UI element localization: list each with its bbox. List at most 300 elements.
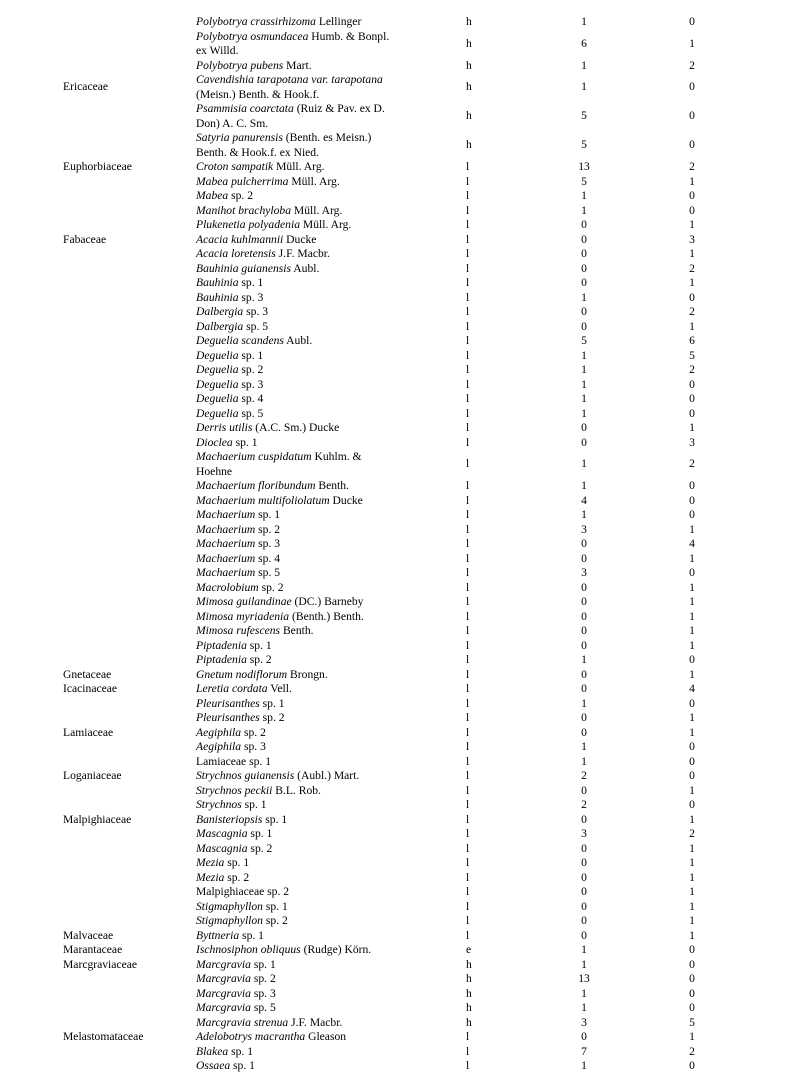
table-row [0,218,792,233]
table-row [0,291,792,306]
count-1: 0 [581,885,587,898]
genus: Strychnos [196,769,242,782]
genus: Mimosa [196,595,234,608]
genus: Psammisia [196,102,247,115]
author: (Ruiz & Pav. ex D. Don) A. C. Sm. [196,102,385,130]
count-2: 1 [689,856,695,869]
table-row [0,827,792,842]
count-2: 0 [689,957,695,971]
species-name [196,871,396,886]
table-row [0,871,792,886]
family-name: Loganiaceae [63,769,122,782]
author: Vell. [267,682,292,695]
table-row [0,682,792,697]
family-name: Icacinaceae [63,682,118,695]
author: sp. 1 [230,1059,255,1072]
genus: Mezia [196,870,225,884]
species-name [196,813,396,828]
epithet: scandens [238,334,284,347]
species-name [196,769,396,784]
genus: Acacia [196,247,229,260]
genus: Banisteriopsis [196,812,263,826]
habit-code: l [466,624,470,637]
species-name [196,885,396,900]
author: Malpighiaceae sp. 2 [196,885,290,898]
habit-code: l [466,276,470,289]
count-1: 1 [581,377,587,391]
genus: Deguelia [196,377,239,391]
count-2: 1 [689,580,695,594]
genus: Machaerium [196,551,256,565]
habit-code: l [466,435,470,449]
count-1: 0 [581,1030,587,1043]
author: sp. 2 [246,653,272,666]
count-1: 13 [578,972,590,985]
table-row [0,102,792,131]
epithet: osmundacea [247,29,309,43]
count-1: 0 [581,682,587,695]
genus: Ischnosiphon [196,943,258,956]
count-2: 5 [689,1015,695,1029]
count-1: 1 [581,754,587,768]
table-row [0,537,792,552]
habit-code: l [466,841,470,855]
author: sp. 1 [246,638,272,652]
count-1: 5 [581,138,587,152]
count-1: 1 [581,740,587,753]
count-1: 1 [581,986,587,1000]
genus: Mabea [196,189,229,202]
count-1: 0 [581,261,587,275]
table-row [0,842,792,857]
genus: Piptadenia [196,653,247,666]
count-2: 1 [689,624,695,637]
habit-code: l [466,232,470,246]
count-1: 0 [581,711,587,724]
epithet: panurensis [229,131,283,144]
table-row [0,407,792,422]
count-1: 0 [581,841,587,855]
count-2: 3 [689,232,695,246]
author: sp. 1 [238,276,264,289]
count-1: 0 [581,319,587,333]
author: sp. 1 [255,508,281,521]
count-2: 0 [689,740,695,753]
count-2: 1 [689,783,695,797]
author: sp. 2 [262,914,288,927]
count-2: 1 [689,174,695,188]
table-row [0,697,792,712]
table-row [0,987,792,1002]
genus: Mascagnia [196,827,248,840]
habit-code: l [466,566,470,579]
table-row [0,711,792,726]
table-row [0,914,792,929]
habit-code: h [466,957,472,971]
habit-code: l [466,725,470,739]
genus: Acacia [196,232,229,246]
count-1: 0 [581,609,587,623]
count-2: 2 [689,261,695,275]
species-name [196,972,396,987]
count-2: 2 [689,305,695,318]
table-row [0,378,792,393]
genus: Polybotrya [196,15,248,28]
habit-code: h [466,58,472,72]
count-1: 3 [581,566,587,579]
count-1: 5 [581,109,587,123]
species-name [196,784,396,799]
count-2: 0 [689,109,695,123]
epithet: multifoliolatum [255,493,330,507]
count-1: 0 [581,305,587,318]
count-1: 0 [581,537,587,550]
author: sp. 1 [224,856,250,869]
species-name [196,929,396,944]
genus: Gnetum [196,667,233,681]
genus: Manihot [196,203,236,217]
genus: Strychnos [196,783,242,797]
table-row [0,392,792,407]
table-row [0,885,792,900]
count-2: 2 [689,457,695,471]
genus: Pleurisanthes [196,711,260,724]
table-row [0,73,792,102]
count-1: 1 [581,363,587,376]
species-name [196,639,396,654]
family-name: Fabaceae [63,232,107,246]
table-row [0,726,792,741]
table-row [0,552,792,567]
count-2: 6 [689,334,695,347]
table-row [0,523,792,538]
family-name: Lamiaceae [63,725,114,739]
epithet: brachyloba [235,203,292,217]
author: sp. 5 [255,566,281,579]
species-table [0,15,792,1074]
genus: Deguelia [196,348,239,362]
table-row [0,436,792,451]
count-2: 0 [689,566,695,579]
table-row [0,508,792,523]
habit-code: l [466,261,470,275]
count-2: 1 [689,218,695,231]
genus: Machaerium [196,479,256,492]
count-2: 0 [689,508,695,521]
habit-code: h [466,1001,472,1014]
count-1: 2 [581,769,587,782]
genus: Dalbergia [196,319,244,333]
table-row [0,15,792,30]
author: sp. 5 [243,319,269,333]
table-row [0,320,792,335]
count-2: 2 [689,160,695,173]
epithet: kuhlmannii [228,232,284,246]
genus: Deguelia [196,392,239,405]
count-1: 6 [581,36,587,50]
habit-code: l [466,363,470,376]
author: sp. 2 [224,870,250,884]
table-row [0,1016,792,1031]
author: sp. 2 [250,972,276,985]
genus: Machaerium [196,566,256,579]
count-1: 1 [581,1001,587,1014]
count-2: 2 [689,827,695,840]
epithet: guilandinae [233,595,292,608]
author: Ducke [329,493,363,507]
author: sp. 1 [262,812,288,826]
table-row [0,175,792,190]
table-row [0,581,792,596]
table-row [0,929,792,944]
count-1: 0 [581,595,587,608]
habit-code: l [466,189,470,202]
genus: Stigmaphyllon [196,899,263,913]
author: sp. 1 [239,928,264,942]
count-1: 1 [581,203,587,217]
species-name [196,320,396,335]
habit-code: l [466,457,470,471]
genus: Marcgravia [196,1001,251,1014]
author: J.F. Macbr. [288,1015,343,1029]
species-name [196,552,396,567]
species-name [196,479,396,494]
genus: Marcgravia [196,986,251,1000]
count-1: 1 [581,943,587,956]
habit-code: l [466,769,470,782]
count-2: 2 [689,363,695,376]
genus: Mimosa [196,624,234,637]
genus: Deguelia [196,363,239,376]
epithet: utilis [226,421,253,434]
count-1: 0 [581,624,587,637]
count-2: 0 [689,377,695,391]
count-1: 1 [581,957,587,971]
table-row [0,755,792,770]
habit-code: l [466,174,470,188]
epithet: cordata [229,682,268,695]
count-1: 7 [581,1044,587,1058]
table-row [0,233,792,248]
epithet: myriadenia [233,609,290,623]
author: Benth. [315,479,349,492]
genus: Dioclea [196,435,233,449]
family-name: Melastomataceae [63,1030,144,1043]
count-2: 1 [689,421,695,434]
habit-code: l [466,711,470,724]
table-row [0,769,792,784]
habit-code: e [466,943,472,956]
epithet: floribundum [255,479,316,492]
genus: Machaerium [196,508,256,521]
family-name: Malvaceae [63,928,114,942]
author: sp. 3 [250,986,276,1000]
count-1: 1 [581,457,587,471]
epithet: nodiflorum [232,667,288,681]
genus: Piptadenia [196,638,247,652]
count-1: 0 [581,783,587,797]
species-name [196,160,396,175]
count-1: 3 [581,827,587,840]
count-1: 1 [581,1059,587,1072]
species-name [196,900,396,915]
count-1: 1 [581,189,587,202]
count-2: 0 [689,986,695,1000]
habit-code: l [466,827,470,840]
table-row [0,334,792,349]
count-2: 1 [689,928,695,942]
species-name [196,711,396,726]
table-row [0,349,792,364]
count-2: 1 [689,276,695,289]
genus: Mascagnia [196,841,248,855]
species-name [196,175,396,190]
author: sp. 5 [250,1001,276,1014]
habit-code: l [466,508,470,521]
table-row [0,30,792,59]
table-row [0,566,792,581]
author: sp. 5 [238,406,264,420]
habit-code: l [466,812,470,826]
table-row [0,798,792,813]
count-2: 5 [689,348,695,362]
author: sp. 3 [238,377,264,391]
count-1: 1 [581,290,587,304]
count-2: 0 [689,769,695,782]
count-1: 2 [581,798,587,811]
genus: Cavendishia [196,73,254,86]
species-name [196,305,396,320]
table-row [0,1045,792,1060]
count-2: 1 [689,1030,695,1043]
species-name [196,755,396,770]
author: Humb. & Bonpl. ex Willd. [196,29,390,57]
table-row [0,131,792,160]
habit-code: l [466,653,470,666]
species-name [196,262,396,277]
epithet: macrantha [252,1030,306,1043]
count-2: 0 [689,15,695,28]
count-1: 13 [578,160,590,173]
author: Ducke [283,232,317,246]
genus: Deguelia [196,334,239,347]
epithet: guianensis [238,261,292,275]
habit-code: l [466,696,470,710]
count-1: 1 [581,15,587,28]
habit-code: l [466,1044,470,1058]
family-name: Marantaceae [63,943,123,956]
epithet: crassirhizoma [247,15,316,28]
epithet: obliquus [257,943,301,956]
genus: Strychnos [196,798,242,811]
table-row [0,494,792,509]
count-1: 0 [581,580,587,594]
author: sp. 4 [255,551,281,565]
habit-code: l [466,870,470,884]
author: (Benth. es Meisn.) Benth. & Hook.f. ex Nied. [196,131,372,159]
author: sp. 3 [238,290,264,304]
genus: Dalbergia [196,305,244,318]
count-2: 1 [689,319,695,333]
count-2: 1 [689,711,695,724]
genus: Leretia [196,682,230,695]
count-1: 0 [581,899,587,913]
species-name [196,131,396,160]
count-2: 3 [689,435,695,449]
table-row [0,856,792,871]
species-name [196,378,396,393]
count-2: 0 [689,138,695,152]
epithet: pulcherrima [228,174,289,188]
table-row [0,1001,792,1016]
count-1: 0 [581,435,587,449]
author: sp. 1 [241,798,267,811]
count-2: 0 [689,1001,695,1014]
habit-code: h [466,15,472,28]
genus: Adelobotrys [196,1030,253,1043]
count-1: 0 [581,914,587,927]
author: sp. 1 [259,696,285,710]
habit-code: l [466,247,470,260]
species-name [196,363,396,378]
count-1: 1 [581,348,587,362]
author: J.F. Macbr. [275,247,330,260]
table-row [0,639,792,654]
author: Lellinger [315,15,362,28]
count-1: 1 [581,58,587,72]
genus: Machaerium [196,493,256,507]
habit-code: l [466,348,470,362]
species-name [196,610,396,625]
species-name [196,523,396,538]
habit-code: l [466,203,470,217]
species-name [196,421,396,436]
author: sp. 1 [250,957,276,971]
species-name [196,15,396,30]
table-row [0,421,792,436]
family-name: Gnetaceae [63,667,112,681]
habit-code: h [466,109,472,123]
species-name [196,595,396,610]
species-name [196,842,396,857]
epithet: rufescens [233,624,281,637]
table-row [0,972,792,987]
habit-code: l [466,392,470,405]
species-name [196,450,396,479]
count-1: 0 [581,667,587,681]
habit-code: l [466,290,470,304]
count-1: 1 [581,80,587,94]
count-2: 0 [689,80,695,94]
habit-code: l [466,479,470,492]
habit-code: h [466,80,472,94]
author: Lamiaceae sp. 1 [196,754,271,768]
author: sp. 1 [232,435,258,449]
author: sp. 4 [238,392,264,405]
habit-code: l [466,537,470,550]
count-2: 1 [689,638,695,652]
table-row [0,160,792,175]
count-2: 1 [689,914,695,927]
habit-code: l [466,319,470,333]
author: Kuhlm. & Hoehne [196,450,362,478]
habit-code: l [466,334,470,347]
count-1: 3 [581,522,587,536]
epithet: guianensis [241,769,295,782]
count-1: 1 [581,696,587,710]
count-1: 0 [581,276,587,289]
author: (DC.) Barneby [291,595,364,608]
